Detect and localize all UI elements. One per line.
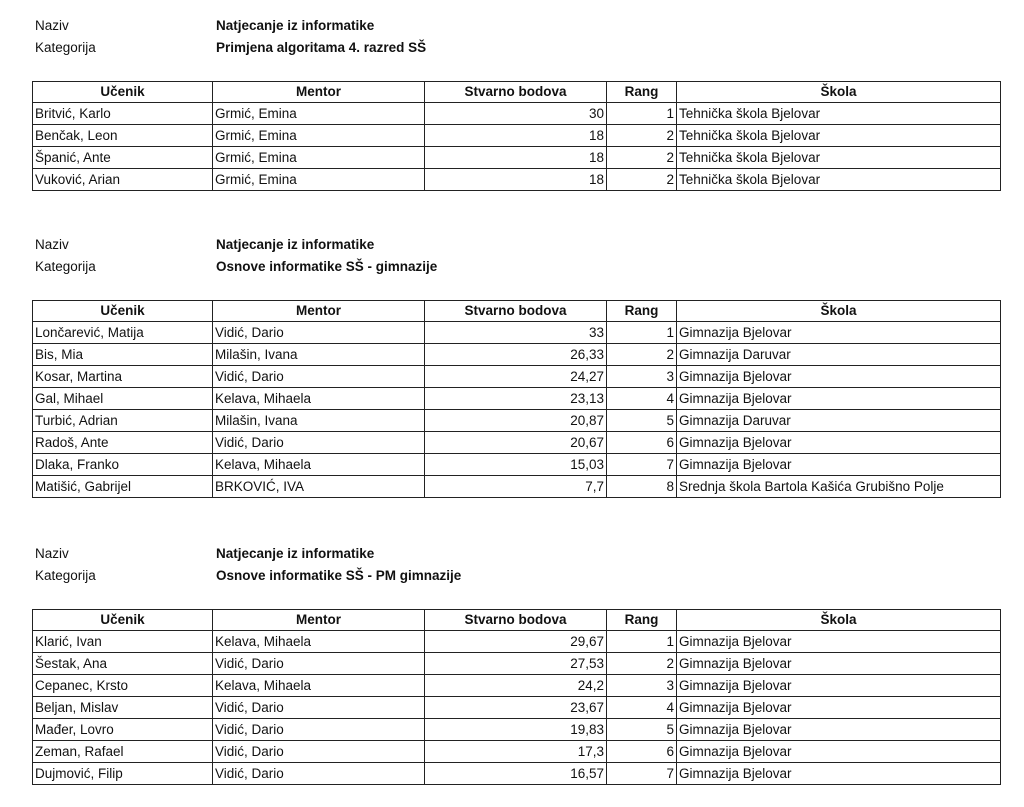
- kategorija-value: Osnove informatike SŠ - gimnazije: [216, 259, 438, 274]
- cell-ucenik: Cepanec, Krsto: [33, 675, 213, 697]
- header-mentor: Mentor: [213, 82, 425, 103]
- cell-skola: Gimnazija Bjelovar: [677, 432, 1001, 454]
- table-row: [33, 763, 1001, 785]
- cell-bodovi: 19,83: [425, 719, 607, 741]
- cell-ucenik: Zeman, Rafael: [33, 741, 213, 763]
- cell-rang: 6: [607, 741, 677, 763]
- cell-ucenik: Gal, Mihael: [33, 388, 213, 410]
- cell-rang: 6: [607, 432, 677, 454]
- cell-rang: 4: [607, 697, 677, 719]
- header-skola: Škola: [677, 301, 1001, 322]
- table-row: [33, 741, 1001, 763]
- cell-mentor: Vidić, Dario: [213, 653, 425, 675]
- cell-rang: 1: [607, 631, 677, 653]
- table-row: [33, 410, 1001, 432]
- cell-mentor: Vidić, Dario: [213, 719, 425, 741]
- header-skola: Škola: [677, 82, 1001, 103]
- cell-skola: Gimnazija Bjelovar: [677, 719, 1001, 741]
- cell-rang: 3: [607, 366, 677, 388]
- cell-mentor: Milašin, Ivana: [213, 410, 425, 432]
- cell-rang: 5: [607, 719, 677, 741]
- cell-mentor: Kelava, Mihaela: [213, 675, 425, 697]
- cell-mentor: Kelava, Mihaela: [213, 454, 425, 476]
- cell-rang: 2: [607, 344, 677, 366]
- cell-bodovi: 24,2: [425, 675, 607, 697]
- naziv-label: Naziv: [35, 18, 69, 33]
- cell-bodovi: 18: [425, 147, 607, 169]
- cell-bodovi: 18: [425, 169, 607, 191]
- cell-ucenik: Šestak, Ana: [33, 653, 213, 675]
- cell-ucenik: Matišić, Gabrijel: [33, 476, 213, 498]
- cell-rang: 4: [607, 388, 677, 410]
- header-rang: Rang: [607, 301, 677, 322]
- cell-skola: Gimnazija Daruvar: [677, 344, 1001, 366]
- cell-skola: Tehnička škola Bjelovar: [677, 147, 1001, 169]
- cell-bodovi: 27,53: [425, 653, 607, 675]
- cell-bodovi: 16,57: [425, 763, 607, 785]
- cell-rang: 7: [607, 763, 677, 785]
- kategorija-label: Kategorija: [35, 40, 96, 55]
- cell-mentor: Vidić, Dario: [213, 366, 425, 388]
- cell-bodovi: 17,3: [425, 741, 607, 763]
- cell-ucenik: Kosar, Martina: [33, 366, 213, 388]
- table-header-row: [33, 301, 1001, 322]
- cell-rang: 2: [607, 653, 677, 675]
- cell-ucenik: Mađer, Lovro: [33, 719, 213, 741]
- cell-bodovi: 30: [425, 103, 607, 125]
- header-ucenik: Učenik: [33, 610, 213, 631]
- cell-skola: Gimnazija Bjelovar: [677, 763, 1001, 785]
- cell-rang: 1: [607, 322, 677, 344]
- cell-mentor: Grmić, Emina: [213, 103, 425, 125]
- cell-ucenik: Britvić, Karlo: [33, 103, 213, 125]
- cell-mentor: Vidić, Dario: [213, 322, 425, 344]
- cell-rang: 5: [607, 410, 677, 432]
- cell-bodovi: 33: [425, 322, 607, 344]
- cell-skola: Gimnazija Bjelovar: [677, 741, 1001, 763]
- cell-ucenik: Dlaka, Franko: [33, 454, 213, 476]
- naziv-value: Natjecanje iz informatike: [216, 237, 375, 252]
- table-row: [33, 432, 1001, 454]
- cell-ucenik: Turbić, Adrian: [33, 410, 213, 432]
- kategorija-value: Osnove informatike SŠ - PM gimnazije: [216, 568, 462, 583]
- cell-skola: Gimnazija Daruvar: [677, 410, 1001, 432]
- cell-rang: 8: [607, 476, 677, 498]
- table-row: [33, 631, 1001, 653]
- kategorija-label: Kategorija: [35, 568, 96, 583]
- table-row: [33, 675, 1001, 697]
- cell-ucenik: Benčak, Leon: [33, 125, 213, 147]
- cell-bodovi: 23,13: [425, 388, 607, 410]
- table-row: [33, 697, 1001, 719]
- cell-rang: 1: [607, 103, 677, 125]
- cell-mentor: Grmić, Emina: [213, 125, 425, 147]
- table-row: [33, 147, 1001, 169]
- cell-bodovi: 7,7: [425, 476, 607, 498]
- table-header-row: [33, 610, 1001, 631]
- table-row: [33, 719, 1001, 741]
- table-row: [33, 476, 1001, 498]
- naziv-label: Naziv: [35, 237, 69, 252]
- table-row: [33, 322, 1001, 344]
- header-skola: Škola: [677, 610, 1001, 631]
- cell-skola: Tehnička škola Bjelovar: [677, 169, 1001, 191]
- cell-ucenik: Vuković, Arian: [33, 169, 213, 191]
- cell-bodovi: 29,67: [425, 631, 607, 653]
- cell-bodovi: 20,87: [425, 410, 607, 432]
- cell-bodovi: 24,27: [425, 366, 607, 388]
- cell-skola: Gimnazija Bjelovar: [677, 653, 1001, 675]
- header-mentor: Mentor: [213, 610, 425, 631]
- table-row: [33, 344, 1001, 366]
- cell-rang: 2: [607, 169, 677, 191]
- cell-ucenik: Španić, Ante: [33, 147, 213, 169]
- cell-bodovi: 18: [425, 125, 607, 147]
- cell-rang: 2: [607, 125, 677, 147]
- naziv-value: Natjecanje iz informatike: [216, 18, 375, 33]
- results-table: [32, 300, 1001, 498]
- cell-ucenik: Lončarević, Matija: [33, 322, 213, 344]
- cell-skola: Gimnazija Bjelovar: [677, 697, 1001, 719]
- cell-mentor: Vidić, Dario: [213, 432, 425, 454]
- cell-mentor: Vidić, Dario: [213, 763, 425, 785]
- cell-ucenik: Radoš, Ante: [33, 432, 213, 454]
- table-row: [33, 169, 1001, 191]
- header-ucenik: Učenik: [33, 301, 213, 322]
- naziv-label: Naziv: [35, 546, 69, 561]
- cell-mentor: Grmić, Emina: [213, 169, 425, 191]
- header-ucenik: Učenik: [33, 82, 213, 103]
- naziv-value: Natjecanje iz informatike: [216, 546, 375, 561]
- cell-rang: 3: [607, 675, 677, 697]
- cell-skola: Gimnazija Bjelovar: [677, 322, 1001, 344]
- header-rang: Rang: [607, 610, 677, 631]
- table-row: [33, 103, 1001, 125]
- cell-skola: Gimnazija Bjelovar: [677, 631, 1001, 653]
- cell-rang: 7: [607, 454, 677, 476]
- results-table: [32, 609, 1001, 785]
- cell-skola: Gimnazija Bjelovar: [677, 366, 1001, 388]
- table-row: [33, 454, 1001, 476]
- cell-mentor: BRKOVIĆ, IVA: [213, 476, 425, 498]
- header-bodovi: Stvarno bodova: [425, 82, 607, 103]
- cell-mentor: Vidić, Dario: [213, 697, 425, 719]
- cell-ucenik: Bis, Mia: [33, 344, 213, 366]
- header-mentor: Mentor: [213, 301, 425, 322]
- cell-bodovi: 23,67: [425, 697, 607, 719]
- kategorija-label: Kategorija: [35, 259, 96, 274]
- cell-skola: Tehnička škola Bjelovar: [677, 125, 1001, 147]
- cell-ucenik: Beljan, Mislav: [33, 697, 213, 719]
- table-header-row: [33, 82, 1001, 103]
- table-row: [33, 366, 1001, 388]
- cell-bodovi: 26,33: [425, 344, 607, 366]
- cell-rang: 2: [607, 147, 677, 169]
- table-row: [33, 653, 1001, 675]
- cell-skola: Tehnička škola Bjelovar: [677, 103, 1001, 125]
- cell-mentor: Milašin, Ivana: [213, 344, 425, 366]
- cell-mentor: Kelava, Mihaela: [213, 388, 425, 410]
- header-rang: Rang: [607, 82, 677, 103]
- kategorija-value: Primjena algoritama 4. razred SŠ: [216, 40, 427, 55]
- cell-bodovi: 15,03: [425, 454, 607, 476]
- header-bodovi: Stvarno bodova: [425, 610, 607, 631]
- results-table: [32, 81, 1001, 191]
- table-row: [33, 125, 1001, 147]
- header-bodovi: Stvarno bodova: [425, 301, 607, 322]
- cell-mentor: Kelava, Mihaela: [213, 631, 425, 653]
- cell-skola: Srednja škola Bartola Kašića Grubišno Polje: [677, 476, 1001, 498]
- cell-bodovi: 20,67: [425, 432, 607, 454]
- cell-mentor: Grmić, Emina: [213, 147, 425, 169]
- cell-mentor: Vidić, Dario: [213, 741, 425, 763]
- table-row: [33, 388, 1001, 410]
- cell-skola: Gimnazija Bjelovar: [677, 454, 1001, 476]
- cell-ucenik: Klarić, Ivan: [33, 631, 213, 653]
- cell-skola: Gimnazija Bjelovar: [677, 675, 1001, 697]
- cell-skola: Gimnazija Bjelovar: [677, 388, 1001, 410]
- cell-ucenik: Dujmović, Filip: [33, 763, 213, 785]
